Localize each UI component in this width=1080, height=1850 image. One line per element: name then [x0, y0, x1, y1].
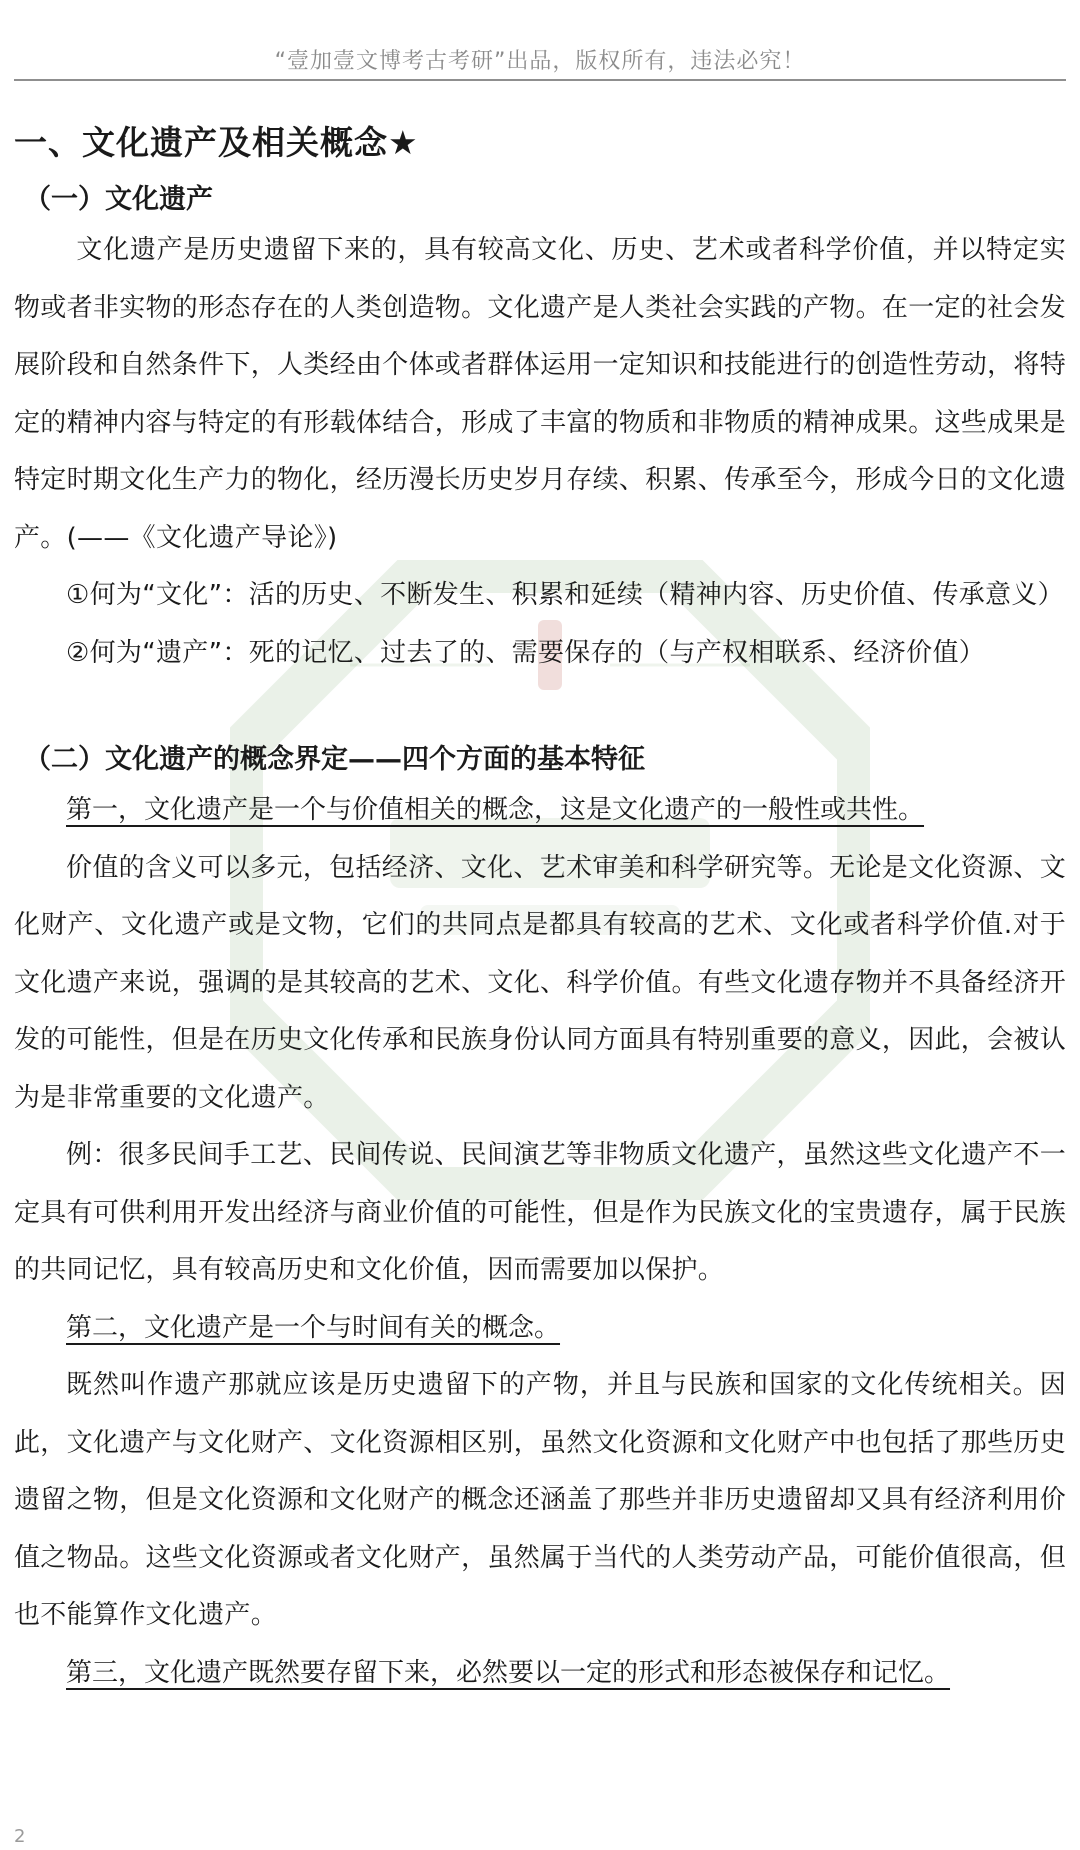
paragraph: 文化遗产是历史遗留下来的，具有较高文化、历史、艺术或者科学价值，并以特定实物或者非实物的形态存在的人类创造物。文化遗产是人类社会实践的产物。在一定的社会发展阶段和自然条件下，人类经由个体或者群体运用一定知识和技能进行的创造性劳动，将特定的精神内容与特定的有形载体结合，形成了丰富的物质和非物质的精神成果。这些成果是特定时期文化生产力的物化，经历漫长历史岁月存续、积累、传承至今，形成今日的文化遗产。(——《文化遗产导论》): [14, 235, 1067, 553]
subsection-heading: （二）文化遗产的概念界定——四个方面的基本特征: [24, 744, 645, 775]
document-body: [14, 118, 1066, 1702]
paragraph-note: ②何为“遗产”：死的记忆、过去了的、需要保存的（与产权相联系、经济价值）: [66, 637, 986, 668]
paragraph: 价值的含义可以多元，包括经济、文化、艺术审美和科学研究等。无论是文化资源、文化财产、文化遗产或是文物，它们的共同点是都具有较高的艺术、文化或者科学价值.对于文化遗产来说，强调的是其较高的艺术、文化、科学价值。有些文化遗存物并不具备经济开发的可能性，但是在历史文化传承和民族身份认同方面具有特别重要的意义，因此，会被认为是非常重要的文化遗产。: [14, 852, 1067, 1113]
spacer: [14, 682, 1066, 738]
underlined-point-text: 第一，文化遗产是一个与价值相关的概念，这是文化遗产的一般性或共性。: [66, 795, 925, 825]
paragraph-example: 例：很多民间手工艺、民间传说、民间演艺等非物质文化遗产，虽然这些文化遗产不一定具有可供利用开发出经济与商业价值的可能性，但是作为民族文化的宝贵遗存，属于民族的共同记忆，具有较高历史和文化价值，因而需要加以保护。: [14, 1140, 1067, 1285]
section-heading: 一、文化遗产及相关概念★: [14, 123, 419, 162]
underlined-point: [14, 1645, 1066, 1703]
underlined-point: [14, 782, 1066, 840]
underlined-point-text: 第三，文化遗产既然要存留下来，必然要以一定的形式和形态被保存和记忆。: [66, 1657, 951, 1688]
paragraph-note: ①何为“文化”：活的历史、不断发生、积累和延续（精神内容、历史价值、传承意义）: [66, 580, 1064, 610]
underlined-point: [14, 1300, 1066, 1358]
subsection-heading: （一）文化遗产: [24, 184, 213, 215]
underlined-point-text: 第二，文化遗产是一个与时间有关的概念。: [66, 1312, 561, 1343]
paragraph: 既然叫作遗产那就应该是历史遗留下的产物，并且与民族和国家的文化传统相关。因此，文化遗产与文化财产、文化资源相区别，虽然文化资源和文化财产中也包括了那些历史遗留之物，但是文化资源和文化财产的概念还涵盖了那些并非历史遗留却又具有经济利用价值之物品。这些文化资源或者文化财产，虽然属于当代的人类劳动产品，可能价值很高，但也不能算作文化遗产。: [14, 1370, 1067, 1630]
page-header: “壹加壹文博考古考研”出品，版权所有，违法必究！: [274, 49, 806, 74]
page-number: 2: [14, 1826, 26, 1847]
header-divider: [14, 79, 1066, 81]
